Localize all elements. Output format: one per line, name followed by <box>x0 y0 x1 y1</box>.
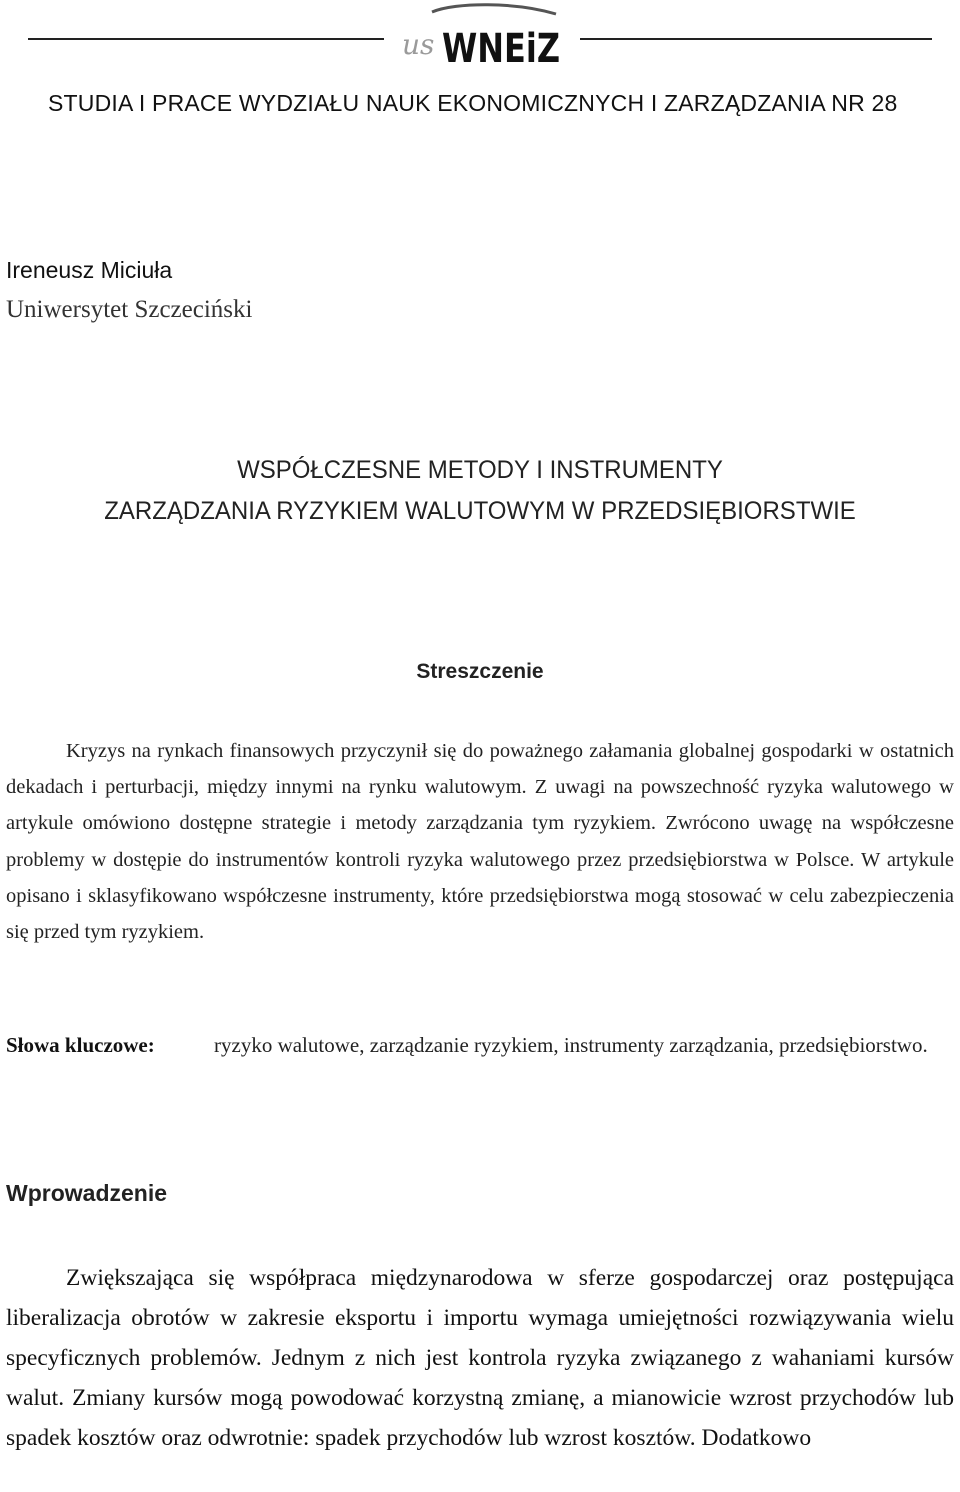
journal-title: STUDIA I PRACE WYDZIAŁU NAUK EKONOMICZNYCH I ZARZĄDZANIA NR 28 <box>48 90 898 116</box>
introduction-text: Zwiększająca się współpraca międzynarodowa w sferze gospodarczej oraz postępująca liberalizacja obrotów w zakresie eksportu i importu wymaga umiejętności rozwiązywania wielu specyficznych problemów. Jednym z nich jest kontrola ryzyka związanego z wahaniami kursów walut. Zmiany kursów mogą powodować korzystną zmianę, a mianowicie wzrost przychodów lub spadek kosztów oraz odwrotnie: spadek przychodów lub wzrost kosztów. Dodatkowo <box>6 1265 954 1451</box>
header-rule-left <box>28 38 384 40</box>
abstract-heading: Streszczenie <box>416 660 544 683</box>
article-title-line-2: ZARZĄDZANIA RYZYKIEM WALUTOWYM W PRZEDSIĘBIORSTWIE <box>104 497 856 525</box>
introduction-heading: Wprowadzenie <box>6 1180 168 1206</box>
header-rule-right <box>580 38 932 40</box>
article-title-line-1: WSPÓŁCZESNE METODY I INSTRUMENTY <box>237 456 723 484</box>
logo-prefix: us <box>402 28 435 61</box>
author-affiliation: Uniwersytet Szczeciński <box>6 296 253 323</box>
abstract-text: Kryzys na rynkach finansowych przyczynił się do poważnego załamania globalnej gospodarki w ostatnich dekadach i perturbacji, między innymi na rynku walutowym. Z uwagi na powszechność ryzyka walutowego w artykule omówiono dostępne strategie i metody zarządzania tym ryzykiem. Zwrócono uwagę na współczesne problemy w dostępie do instrumentów kontroli ryzyka walutowego przez przedsiębiorstwa w Polsce. W artykule opisano i sklasyfikowano współczesne instrumenty, które przedsiębiorstwa mogą stosować w celu zabezpieczenia się przed tym ryzykiem. <box>6 740 954 944</box>
keywords-text: ryzyko walutowe, zarządzanie ryzykiem, instrumenty zarządzania, przedsiębiorstwo. <box>214 1033 928 1057</box>
logo-text: WNEiZ <box>442 26 560 72</box>
wneiz-logo <box>396 4 572 74</box>
author-name: Ireneusz Miciuła <box>6 257 173 283</box>
keywords-label: Słowa kluczowe: <box>6 1033 155 1057</box>
